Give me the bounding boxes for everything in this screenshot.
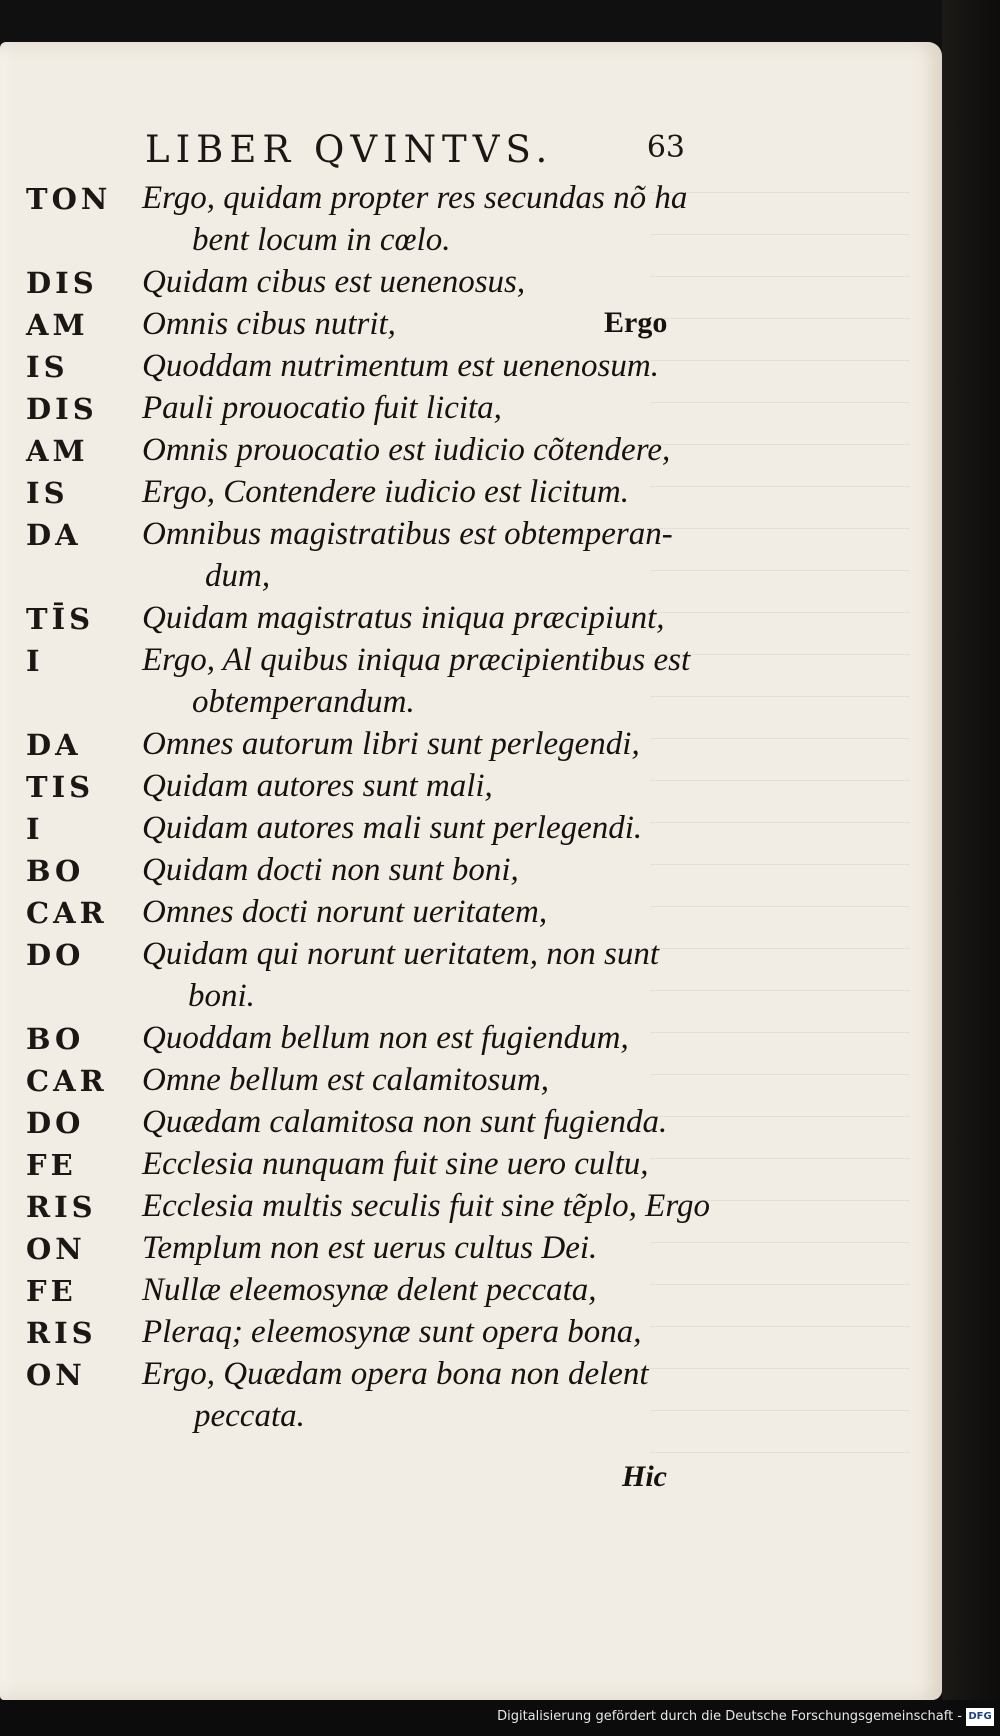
line-text-continuation: dum,: [205, 558, 271, 594]
running-head: [145, 128, 685, 174]
running-head-title: LIBER QVINTVS.: [145, 128, 554, 171]
text-line: [0, 1354, 942, 1396]
mnemonic-syllable: AM: [26, 434, 89, 468]
mnemonic-syllable: CAR: [26, 1064, 108, 1098]
line-text: Omnis prouocatio est iudicio cõtendere,: [142, 432, 671, 468]
mnemonic-syllable: ON: [26, 1358, 86, 1392]
dfg-logo: DFG: [966, 1708, 994, 1726]
mnemonic-syllable: RIS: [26, 1316, 97, 1350]
line-text: Ergo, Quædam opera bona non delent: [142, 1356, 649, 1392]
line-text: Ergo, Al quibus iniqua præcipientibus est: [142, 642, 691, 678]
line-text-continuation: peccata.: [194, 1398, 305, 1434]
text-line: [0, 682, 942, 724]
text-line: [0, 1018, 942, 1060]
mnemonic-syllable: TON: [26, 182, 112, 216]
mnemonic-syllable: FE: [26, 1274, 77, 1308]
line-text: Quidam docti non sunt boni,: [142, 852, 519, 888]
line-text: Quidam qui norunt ueritatem, non sunt: [142, 936, 659, 972]
mnemonic-syllable: TIS: [26, 770, 95, 804]
line-text: Omne bellum est calamitosum,: [142, 1062, 549, 1098]
line-text: Ergo, Contendere iudicio est licitum.: [142, 474, 629, 510]
page-number: 63: [646, 130, 685, 165]
mnemonic-syllable: IS: [26, 350, 69, 384]
text-line: [0, 850, 942, 892]
mnemonic-syllable: I: [26, 644, 44, 678]
line-text: Quidam autores mali sunt perlegendi.: [142, 810, 643, 846]
text-line: [0, 724, 942, 766]
mnemonic-syllable: AM: [26, 308, 89, 342]
line-text: Omnibus magistratibus est obtemperan-: [142, 516, 673, 552]
line-text: Ecclesia nunquam fuit sine uero cultu,: [142, 1146, 649, 1182]
mnemonic-syllable: CAR: [26, 896, 108, 930]
ergo-marker: Ergo: [604, 306, 668, 339]
text-line: [0, 262, 942, 304]
line-text: Quidam magistratus iniqua præcipiunt,: [142, 600, 665, 636]
mnemonic-syllable: DO: [26, 938, 85, 972]
line-text: Omnes docti norunt ueritatem,: [142, 894, 548, 930]
text-line: [0, 178, 942, 220]
line-text: Omnis cibus nutrit,: [142, 306, 396, 342]
digitization-footer: [0, 1700, 1000, 1736]
line-text: Quoddam nutrimentum est uenenosum.: [142, 348, 659, 384]
line-text: Quoddam bellum non est fugiendum,: [142, 1020, 629, 1056]
syllogism-list: [0, 178, 942, 1438]
mnemonic-syllable: DA: [26, 728, 82, 762]
mnemonic-syllable: I: [26, 812, 44, 846]
line-text-continuation: boni.: [188, 978, 255, 1014]
text-line: [0, 472, 942, 514]
text-line: [0, 514, 942, 556]
catchword: Hic: [622, 1460, 667, 1493]
mnemonic-syllable: DA: [26, 518, 82, 552]
top-dark-margin: [0, 0, 1000, 42]
mnemonic-syllable: ON: [26, 1232, 86, 1266]
text-line: [0, 1228, 942, 1270]
mnemonic-syllable: IS: [26, 476, 69, 510]
mnemonic-syllable: TĪS: [26, 602, 95, 636]
line-text: Pauli prouocatio fuit licita,: [142, 390, 502, 426]
text-line: [0, 220, 942, 262]
text-line: [0, 1312, 942, 1354]
mnemonic-syllable: FE: [26, 1148, 77, 1182]
text-line: [0, 1102, 942, 1144]
line-text: Quidam cibus est uenenosus,: [142, 264, 526, 300]
line-text: Quidam autores sunt mali,: [142, 768, 493, 804]
text-line: [0, 1396, 942, 1438]
text-line: [0, 766, 942, 808]
text-line: [0, 808, 942, 850]
text-line: [0, 1270, 942, 1312]
text-line: [0, 346, 942, 388]
text-line: [0, 976, 942, 1018]
funding-credit: Digitalisierung gefördert durch die Deutsche Forschungsgemeinschaft -: [497, 1709, 962, 1724]
mnemonic-syllable: RIS: [26, 1190, 97, 1224]
text-line: [0, 934, 942, 976]
text-line: [0, 430, 942, 472]
mnemonic-syllable: DO: [26, 1106, 85, 1140]
mnemonic-syllable: BO: [26, 1022, 85, 1056]
line-text: Quædam calamitosa non sunt fugienda.: [142, 1104, 668, 1140]
text-line: [0, 598, 942, 640]
text-line: [0, 388, 942, 430]
text-line: [0, 556, 942, 598]
text-line: [0, 304, 942, 346]
text-line: [0, 640, 942, 682]
line-text: Ergo, quidam propter res secundas nõ ha: [142, 180, 688, 216]
right-dark-margin: [942, 0, 1000, 1736]
line-text: Templum non est uerus cultus Dei.: [142, 1230, 598, 1266]
text-line: [0, 1186, 942, 1228]
mnemonic-syllable: DIS: [26, 392, 98, 426]
mnemonic-syllable: BO: [26, 854, 85, 888]
line-text-continuation: obtemperandum.: [192, 684, 415, 720]
text-line: [0, 892, 942, 934]
line-text: Ecclesia multis seculis fuit sine tẽplo, Ergo: [142, 1188, 710, 1224]
text-line: [0, 1144, 942, 1186]
text-line: [0, 1060, 942, 1102]
line-text-continuation: bent locum in cœlo.: [192, 222, 451, 258]
mnemonic-syllable: DIS: [26, 266, 98, 300]
line-text: Omnes autorum libri sunt perlegendi,: [142, 726, 640, 762]
line-text: Nullæ eleemosynæ delent peccata,: [142, 1272, 597, 1308]
line-text: Pleraq; eleemosynæ sunt opera bona,: [142, 1314, 642, 1350]
